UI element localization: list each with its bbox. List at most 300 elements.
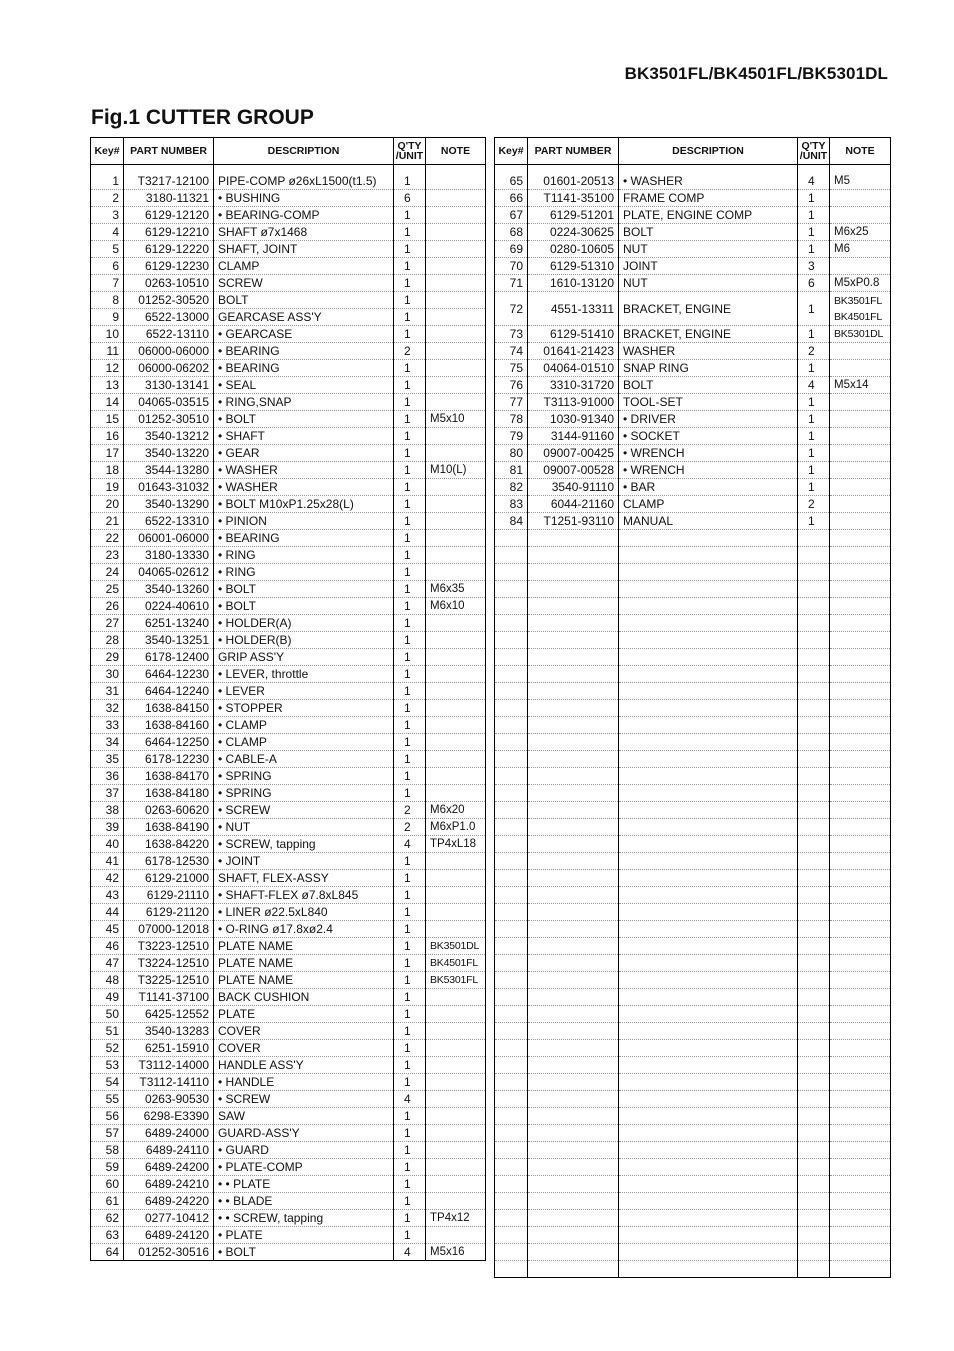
table-row	[495, 326, 891, 343]
qty-cell: 1	[394, 547, 426, 564]
empty-cell	[798, 751, 830, 768]
key-cell: 25	[91, 581, 124, 598]
part-number-cell: 1030-91340	[528, 411, 619, 428]
part-number-cell: 04064-01510	[528, 360, 619, 377]
empty-row	[495, 836, 891, 853]
part-number-cell: 04065-02612	[124, 564, 214, 581]
note-cell	[426, 292, 486, 309]
note-cell: M10(L)	[426, 462, 486, 479]
table-row	[91, 938, 486, 955]
part-number-cell: 6425-12552	[124, 1006, 214, 1023]
empty-cell	[495, 700, 528, 717]
note-cell	[426, 904, 486, 921]
description-cell: BOLT	[214, 292, 394, 309]
header-qty-line2: /UNIT	[395, 150, 424, 162]
key-cell: 40	[91, 836, 124, 853]
empty-cell	[619, 802, 798, 819]
empty-cell	[798, 547, 830, 564]
note-cell	[426, 683, 486, 700]
note-cell	[426, 1091, 486, 1108]
note-cell	[426, 394, 486, 411]
empty-cell	[798, 785, 830, 802]
empty-cell	[528, 1244, 619, 1261]
empty-row	[495, 734, 891, 751]
part-number-cell: 6129-12120	[124, 207, 214, 224]
part-number-cell: 6178-12530	[124, 853, 214, 870]
empty-cell	[830, 1159, 891, 1176]
part-number-cell: 3540-91110	[528, 479, 619, 496]
empty-cell	[798, 1074, 830, 1091]
key-cell: 2	[91, 190, 124, 207]
note-cell	[426, 547, 486, 564]
part-number-cell: 6464-12230	[124, 666, 214, 683]
key-cell: 49	[91, 989, 124, 1006]
qty-cell: 1	[394, 989, 426, 1006]
description-cell: SAW	[214, 1108, 394, 1125]
description-cell: • CABLE-A	[214, 751, 394, 768]
part-number-cell: T1141-35100	[528, 190, 619, 207]
part-number-cell: 6522-13310	[124, 513, 214, 530]
table-row	[91, 972, 486, 989]
empty-cell	[528, 853, 619, 870]
table-row	[495, 241, 891, 258]
empty-cell	[830, 989, 891, 1006]
key-cell: 81	[495, 462, 528, 479]
empty-cell	[798, 819, 830, 836]
empty-row	[495, 530, 891, 547]
empty-cell	[830, 1023, 891, 1040]
qty-cell: 1	[394, 258, 426, 275]
header-key: Key#	[495, 138, 528, 165]
qty-cell: 1	[798, 224, 830, 241]
empty-row	[495, 1227, 891, 1244]
part-number-cell: 6489-24120	[124, 1227, 214, 1244]
empty-row	[495, 1244, 891, 1261]
note-cell	[426, 649, 486, 666]
key-cell: 84	[495, 513, 528, 530]
qty-cell: 1	[394, 173, 426, 190]
description-cell: • GEARCASE	[214, 326, 394, 343]
qty-cell: 1	[798, 326, 830, 343]
empty-cell	[830, 1261, 891, 1278]
part-number-cell: 6178-12230	[124, 751, 214, 768]
empty-cell	[495, 955, 528, 972]
qty-cell: 1	[798, 479, 830, 496]
part-number-cell: 6044-21160	[528, 496, 619, 513]
qty-cell: 1	[394, 1074, 426, 1091]
qty-cell: 1	[394, 921, 426, 938]
description-cell: BRACKET, ENGINE	[619, 326, 798, 343]
empty-row	[495, 1159, 891, 1176]
description-cell: • RING,SNAP	[214, 394, 394, 411]
qty-cell: 1	[798, 394, 830, 411]
empty-cell	[495, 853, 528, 870]
empty-cell	[619, 649, 798, 666]
empty-cell	[798, 1091, 830, 1108]
qty-cell: 1	[394, 445, 426, 462]
empty-cell	[495, 564, 528, 581]
empty-cell	[798, 700, 830, 717]
qty-cell: 2	[394, 343, 426, 360]
empty-row	[495, 955, 891, 972]
key-cell: 55	[91, 1091, 124, 1108]
empty-cell	[830, 921, 891, 938]
qty-cell: 1	[798, 360, 830, 377]
empty-cell	[619, 870, 798, 887]
table-row	[91, 292, 486, 309]
empty-cell	[495, 819, 528, 836]
key-cell: 80	[495, 445, 528, 462]
table-row	[91, 581, 486, 598]
spacer-row	[495, 165, 891, 174]
empty-cell	[830, 802, 891, 819]
part-number-cell: 0224-40610	[124, 598, 214, 615]
empty-cell	[830, 785, 891, 802]
table-row	[91, 921, 486, 938]
empty-cell	[619, 700, 798, 717]
description-cell: • NUT	[214, 819, 394, 836]
qty-cell: 1	[394, 938, 426, 955]
part-number-cell: 06001-06000	[124, 530, 214, 547]
table-row	[495, 224, 891, 241]
qty-cell: 1	[394, 1159, 426, 1176]
empty-row	[495, 1006, 891, 1023]
part-number-cell: 1638-84170	[124, 768, 214, 785]
part-number-cell: 6522-13000	[124, 309, 214, 326]
description-cell: PLATE NAME	[214, 938, 394, 955]
table-row	[91, 564, 486, 581]
part-number-cell: 01252-30510	[124, 411, 214, 428]
table-row	[91, 173, 486, 190]
table-row	[91, 445, 486, 462]
part-number-cell: 1638-84190	[124, 819, 214, 836]
table-row	[91, 513, 486, 530]
note-cell	[830, 292, 891, 326]
key-cell: 82	[495, 479, 528, 496]
note-cell	[426, 343, 486, 360]
empty-cell	[528, 1159, 619, 1176]
qty-cell: 1	[394, 1057, 426, 1074]
empty-cell	[830, 853, 891, 870]
note-cell: M6x25	[830, 224, 891, 241]
empty-cell	[830, 955, 891, 972]
empty-cell	[830, 1091, 891, 1108]
qty-cell: 2	[798, 343, 830, 360]
table-row	[91, 241, 486, 258]
part-number-cell: T1141-37100	[124, 989, 214, 1006]
note-cell	[426, 1108, 486, 1125]
qty-cell: 1	[394, 717, 426, 734]
empty-row	[495, 904, 891, 921]
empty-row	[495, 938, 891, 955]
key-cell: 29	[91, 649, 124, 666]
empty-cell	[528, 887, 619, 904]
empty-row	[495, 887, 891, 904]
note-cell	[426, 921, 486, 938]
table-row	[91, 258, 486, 275]
part-number-cell: 01643-31032	[124, 479, 214, 496]
empty-cell	[798, 1057, 830, 1074]
empty-cell	[619, 1261, 798, 1278]
key-cell: 71	[495, 275, 528, 292]
key-cell: 39	[91, 819, 124, 836]
description-cell: NUT	[619, 275, 798, 292]
empty-cell	[528, 785, 619, 802]
table-row	[495, 445, 891, 462]
part-number-cell: 6129-12210	[124, 224, 214, 241]
empty-cell	[798, 598, 830, 615]
note-cell	[426, 1176, 486, 1193]
spacer-cell	[124, 165, 214, 174]
key-cell: 3	[91, 207, 124, 224]
key-cell: 18	[91, 462, 124, 479]
empty-cell	[619, 581, 798, 598]
description-cell: • O-RING ø17.8xø2.4	[214, 921, 394, 938]
key-cell: 33	[91, 717, 124, 734]
description-cell: • BOLT	[214, 1244, 394, 1261]
note-cell: M5x14	[830, 377, 891, 394]
note-cell	[426, 1023, 486, 1040]
key-cell: 67	[495, 207, 528, 224]
table-row	[91, 819, 486, 836]
note-cell	[830, 343, 891, 360]
empty-cell	[619, 1125, 798, 1142]
key-cell: 73	[495, 326, 528, 343]
empty-cell	[495, 836, 528, 853]
empty-cell	[619, 717, 798, 734]
part-number-cell: 0263-10510	[124, 275, 214, 292]
note-cell: M5x10	[426, 411, 486, 428]
description-cell: • • SCREW, tapping	[214, 1210, 394, 1227]
description-cell: PLATE NAME	[214, 955, 394, 972]
part-number-cell: T3112-14110	[124, 1074, 214, 1091]
empty-cell	[830, 836, 891, 853]
note-cell	[426, 717, 486, 734]
empty-cell	[619, 819, 798, 836]
description-cell: • PLATE-COMP	[214, 1159, 394, 1176]
empty-cell	[798, 734, 830, 751]
note-cell	[830, 190, 891, 207]
table-row	[495, 292, 891, 326]
table-row	[495, 394, 891, 411]
key-cell: 31	[91, 683, 124, 700]
table-row	[91, 853, 486, 870]
key-cell: 17	[91, 445, 124, 462]
description-cell: • PINION	[214, 513, 394, 530]
empty-row	[495, 1040, 891, 1057]
description-cell: • SCREW, tapping	[214, 836, 394, 853]
qty-cell: 1	[394, 241, 426, 258]
note-cell: BK5301FL	[426, 972, 486, 989]
note-cell	[830, 513, 891, 530]
description-cell: • WASHER	[619, 173, 798, 190]
empty-cell	[619, 1142, 798, 1159]
empty-row	[495, 683, 891, 700]
empty-row	[495, 1142, 891, 1159]
description-cell: SHAFT, FLEX-ASSY	[214, 870, 394, 887]
qty-cell: 1	[394, 734, 426, 751]
table-row	[91, 1023, 486, 1040]
table-row	[91, 496, 486, 513]
qty-cell: 1	[394, 751, 426, 768]
description-cell: PIPE-COMP ø26xL1500(t1.5)	[214, 173, 394, 190]
part-number-cell: 6489-24110	[124, 1142, 214, 1159]
description-cell: • STOPPER	[214, 700, 394, 717]
empty-row	[495, 1074, 891, 1091]
empty-cell	[798, 768, 830, 785]
note-cell	[830, 258, 891, 275]
note-cell	[426, 428, 486, 445]
empty-row	[495, 870, 891, 887]
part-number-cell: 6129-51410	[528, 326, 619, 343]
empty-cell	[495, 1006, 528, 1023]
note-cell	[426, 173, 486, 190]
description-cell: • LINER ø22.5xL840	[214, 904, 394, 921]
qty-cell: 1	[394, 870, 426, 887]
empty-cell	[528, 1091, 619, 1108]
table-row	[91, 649, 486, 666]
description-cell: • SCREW	[214, 1091, 394, 1108]
key-cell: 64	[91, 1244, 124, 1261]
part-number-cell: 07000-12018	[124, 921, 214, 938]
empty-cell	[619, 938, 798, 955]
note-cell: TP4x12	[426, 1210, 486, 1227]
empty-cell	[619, 1159, 798, 1176]
note-cell	[426, 1227, 486, 1244]
empty-cell	[495, 1159, 528, 1176]
empty-cell	[830, 598, 891, 615]
table-row	[91, 1159, 486, 1176]
empty-cell	[528, 1057, 619, 1074]
empty-cell	[619, 1040, 798, 1057]
key-cell: 7	[91, 275, 124, 292]
note-line: BK3501FL	[834, 294, 883, 307]
table-row	[91, 887, 486, 904]
empty-cell	[528, 1108, 619, 1125]
empty-cell	[528, 1176, 619, 1193]
empty-cell	[495, 632, 528, 649]
empty-cell	[528, 1074, 619, 1091]
empty-cell	[495, 802, 528, 819]
empty-cell	[528, 1227, 619, 1244]
key-cell: 65	[495, 173, 528, 190]
spacer-cell	[798, 165, 830, 174]
qty-cell: 1	[394, 1108, 426, 1125]
description-cell: BACK CUSHION	[214, 989, 394, 1006]
qty-cell: 1	[394, 1006, 426, 1023]
empty-cell	[495, 972, 528, 989]
empty-cell	[495, 1023, 528, 1040]
empty-cell	[619, 904, 798, 921]
note-cell	[830, 462, 891, 479]
part-number-cell: T1251-93110	[528, 513, 619, 530]
qty-cell: 1	[394, 785, 426, 802]
empty-cell	[830, 564, 891, 581]
empty-cell	[528, 921, 619, 938]
empty-cell	[830, 1074, 891, 1091]
spacer-cell	[394, 165, 426, 174]
note-cell	[426, 887, 486, 904]
note-cell	[426, 479, 486, 496]
key-cell: 63	[91, 1227, 124, 1244]
empty-cell	[528, 1142, 619, 1159]
qty-cell: 1	[394, 904, 426, 921]
empty-cell	[798, 938, 830, 955]
empty-cell	[798, 1040, 830, 1057]
qty-cell: 1	[798, 445, 830, 462]
key-cell: 13	[91, 377, 124, 394]
empty-cell	[495, 904, 528, 921]
qty-cell: 1	[394, 411, 426, 428]
key-cell: 23	[91, 547, 124, 564]
empty-cell	[495, 1057, 528, 1074]
empty-cell	[798, 853, 830, 870]
table-row	[91, 462, 486, 479]
empty-cell	[528, 1125, 619, 1142]
key-cell: 24	[91, 564, 124, 581]
part-number-cell: 6489-24000	[124, 1125, 214, 1142]
empty-cell	[619, 887, 798, 904]
key-cell: 51	[91, 1023, 124, 1040]
qty-cell: 1	[394, 360, 426, 377]
part-number-cell: 0263-90530	[124, 1091, 214, 1108]
table-row	[495, 343, 891, 360]
note-cell	[830, 207, 891, 224]
part-number-cell: 3180-13330	[124, 547, 214, 564]
part-number-cell: 4551-13311	[528, 292, 619, 326]
part-number-cell: T3224-12510	[124, 955, 214, 972]
qty-cell: 1	[394, 479, 426, 496]
description-cell: • SEAL	[214, 377, 394, 394]
empty-cell	[495, 1210, 528, 1227]
description-cell: PLATE, ENGINE COMP	[619, 207, 798, 224]
qty-cell: 1	[798, 190, 830, 207]
empty-cell	[619, 921, 798, 938]
description-cell: NUT	[619, 241, 798, 258]
empty-cell	[528, 666, 619, 683]
qty-cell: 1	[394, 581, 426, 598]
header-qty-line2: /UNIT	[799, 150, 828, 162]
empty-cell	[830, 683, 891, 700]
description-cell: • • BLADE	[214, 1193, 394, 1210]
empty-cell	[528, 972, 619, 989]
note-cell	[426, 1040, 486, 1057]
empty-cell	[528, 649, 619, 666]
note-cell	[426, 224, 486, 241]
qty-cell: 1	[394, 207, 426, 224]
empty-cell	[830, 717, 891, 734]
table-row	[91, 904, 486, 921]
description-cell: PLATE NAME	[214, 972, 394, 989]
empty-cell	[495, 1125, 528, 1142]
empty-cell	[830, 1193, 891, 1210]
part-number-cell: 1638-84220	[124, 836, 214, 853]
key-cell: 41	[91, 853, 124, 870]
empty-row	[495, 1176, 891, 1193]
empty-cell	[798, 870, 830, 887]
empty-cell	[619, 1227, 798, 1244]
header-part-number: PART NUMBER	[124, 138, 214, 165]
empty-cell	[830, 632, 891, 649]
note-cell	[830, 411, 891, 428]
description-cell: • HOLDER(B)	[214, 632, 394, 649]
qty-cell: 4	[798, 377, 830, 394]
note-cell	[426, 870, 486, 887]
header-note: NOTE	[426, 138, 486, 165]
table-row	[91, 632, 486, 649]
qty-cell: 1	[394, 377, 426, 394]
empty-row	[495, 564, 891, 581]
